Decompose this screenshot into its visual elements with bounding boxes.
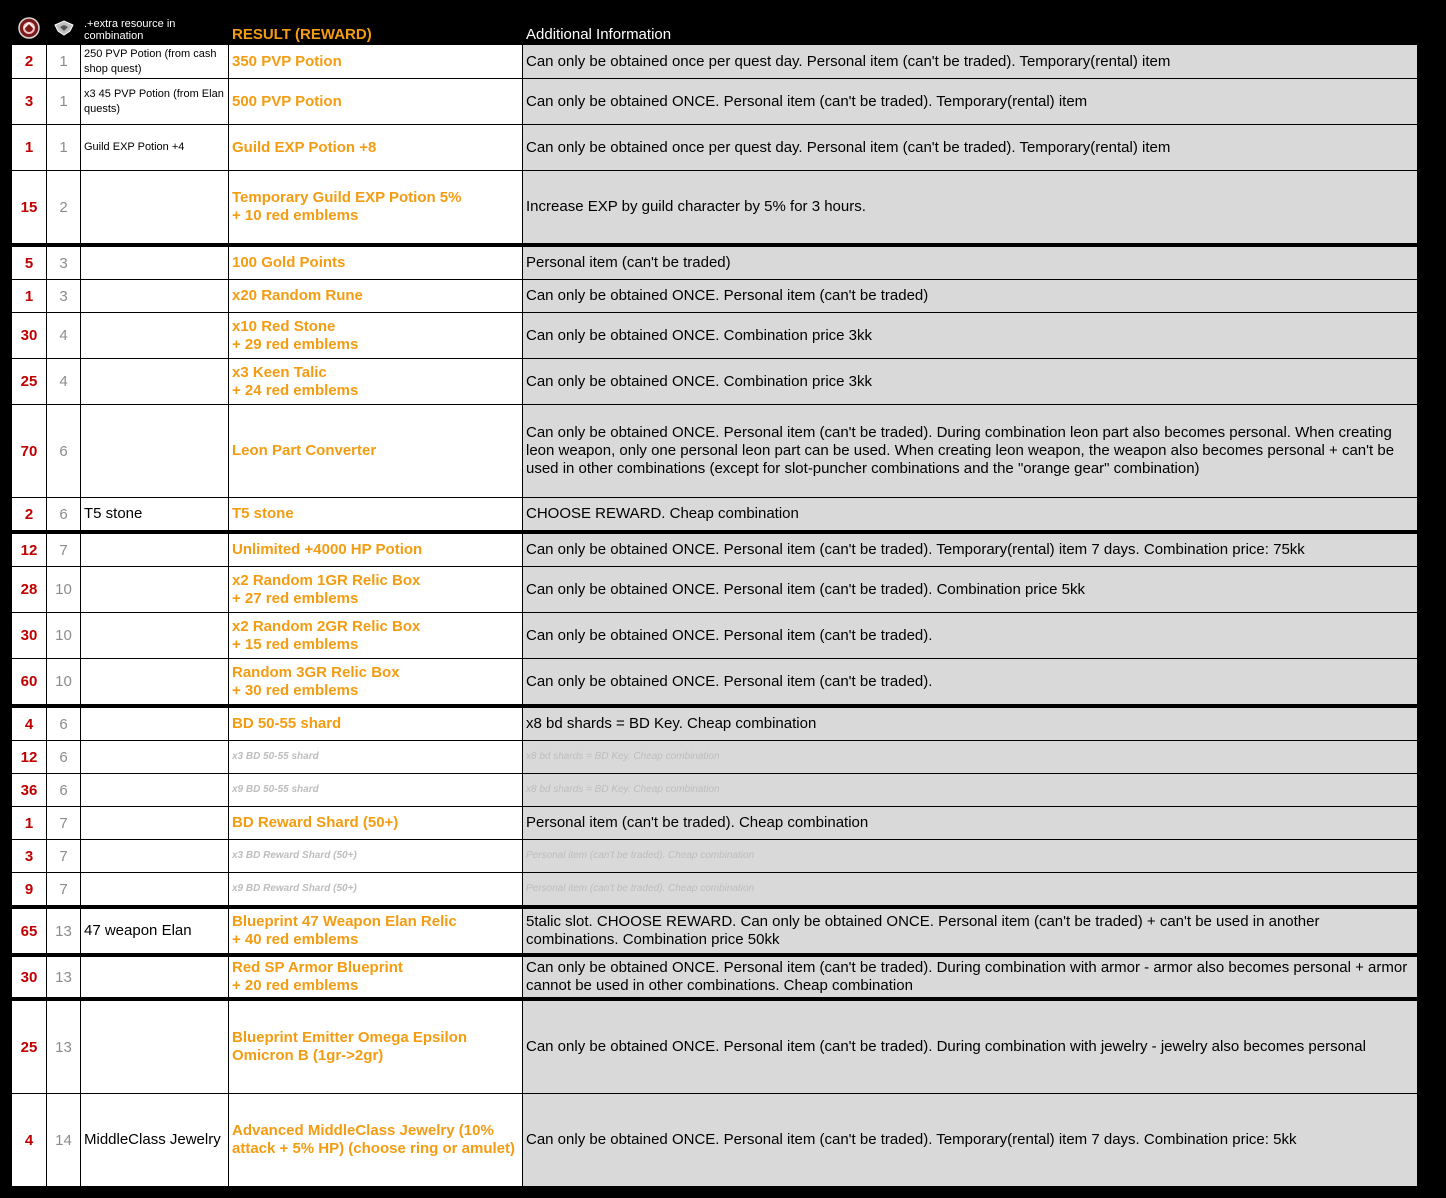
table-row xyxy=(12,807,1417,840)
level-value: 4 xyxy=(47,359,81,404)
additional-info: Can only be obtained ONCE. Personal item (can't be traded). Temporary(rental) item 7 days. Combination price: 5kk xyxy=(523,1094,1417,1186)
additional-info: Personal item (can't be traded). Cheap combination xyxy=(523,807,1417,839)
cost-value: 70 xyxy=(12,405,47,497)
extra-resource: 250 PVP Potion (from cash shop quest) xyxy=(81,45,229,78)
reward-name: x3 BD 50-55 shard xyxy=(229,741,523,773)
additional-info: Can only be obtained ONCE. Personal item (can't be traded). Temporary(rental) item 7 days. Combination price: 75kk xyxy=(523,534,1417,566)
table-row xyxy=(12,405,1417,498)
cost-value: 3 xyxy=(12,840,47,872)
cost-value: 15 xyxy=(12,171,47,243)
level-value: 7 xyxy=(47,840,81,872)
reward-name: Unlimited +4000 HP Potion xyxy=(229,534,523,566)
reward-name: x10 Red Stone + 29 red emblems xyxy=(229,313,523,358)
additional-info: Can only be obtained ONCE. Combination price 3kk xyxy=(523,313,1417,358)
extra-resource xyxy=(81,957,229,997)
level-value: 1 xyxy=(47,45,81,78)
level-value: 6 xyxy=(47,774,81,806)
table-row xyxy=(12,45,1417,79)
level-value: 14 xyxy=(47,1094,81,1186)
additional-info: x8 bd shards = BD Key. Cheap combination xyxy=(523,741,1417,773)
reward-name: BD 50-55 shard xyxy=(229,708,523,740)
extra-resource: x3 45 PVP Potion (from Elan quests) xyxy=(81,79,229,124)
table-row xyxy=(12,359,1417,405)
cost-value: 28 xyxy=(12,567,47,612)
extra-resource xyxy=(81,171,229,243)
cost-value: 2 xyxy=(12,45,47,78)
reward-name: 350 PVP Potion xyxy=(229,45,523,78)
extra-resource xyxy=(81,1001,229,1093)
additional-info: Can only be obtained ONCE. Personal item (can't be traded). During combination with armor - armor also becomes personal + armor cannot be used in other combinations. Cheap combination xyxy=(523,957,1417,997)
cost-value: 65 xyxy=(12,909,47,953)
level-value: 13 xyxy=(47,909,81,953)
cost-value: 25 xyxy=(12,1001,47,1093)
crimson-emblem-icon xyxy=(17,16,41,40)
table-row xyxy=(12,957,1417,1001)
additional-info: Can only be obtained once per quest day. Personal item (can't be traded). Temporary(rental) item xyxy=(523,125,1417,170)
level-value: 7 xyxy=(47,534,81,566)
additional-info: Personal item (can't be traded) xyxy=(523,247,1417,279)
table-row xyxy=(12,774,1417,807)
extra-resource xyxy=(81,280,229,312)
header-col-result: RESULT (REWARD) xyxy=(229,12,523,44)
header-col-extra: .+extra resource in combination xyxy=(81,12,229,44)
cost-value: 30 xyxy=(12,957,47,997)
level-value: 10 xyxy=(47,567,81,612)
cost-value: 60 xyxy=(12,659,47,704)
extra-resource xyxy=(81,405,229,497)
level-value: 13 xyxy=(47,1001,81,1093)
extra-resource: MiddleClass Jewelry xyxy=(81,1094,229,1186)
level-value: 3 xyxy=(47,280,81,312)
extra-resource xyxy=(81,840,229,872)
reward-name: Advanced MiddleClass Jewelry (10% attack + 5% HP) (choose ring or amulet) xyxy=(229,1094,523,1186)
table-row xyxy=(12,909,1417,957)
additional-info: Personal item (can't be traded). Cheap combination xyxy=(523,840,1417,872)
additional-info: x8 bd shards = BD Key. Cheap combination xyxy=(523,774,1417,806)
reward-name: x3 Keen Talic + 24 red emblems xyxy=(229,359,523,404)
table-row xyxy=(12,498,1417,534)
reward-name: x3 BD Reward Shard (50+) xyxy=(229,840,523,872)
table-row xyxy=(12,567,1417,613)
additional-info: Can only be obtained ONCE. Personal item (can't be traded) xyxy=(523,280,1417,312)
level-value: 6 xyxy=(47,405,81,497)
header-col-cost xyxy=(12,12,47,44)
reward-name: x20 Random Rune xyxy=(229,280,523,312)
additional-info: Can only be obtained ONCE. Personal item (can't be traded). xyxy=(523,613,1417,658)
extra-resource xyxy=(81,659,229,704)
additional-info: 5talic slot. CHOOSE REWARD. Can only be obtained ONCE. Personal item (can't be traded) + can't be used in another combinations. Combination price 50kk xyxy=(523,909,1417,953)
table-row xyxy=(12,613,1417,659)
reward-name: x9 BD Reward Shard (50+) xyxy=(229,873,523,905)
reward-name: Blueprint Emitter Omega Epsilon Omicron B (1gr->2gr) xyxy=(229,1001,523,1093)
level-value: 1 xyxy=(47,125,81,170)
extra-resource xyxy=(81,613,229,658)
level-value: 13 xyxy=(47,957,81,997)
additional-info: Can only be obtained ONCE. Personal item (can't be traded). Combination price 5kk xyxy=(523,567,1417,612)
additional-info: Can only be obtained once per quest day. Personal item (can't be traded). Temporary(rental) item xyxy=(523,45,1417,78)
wing-crest-icon xyxy=(52,16,76,40)
table-row xyxy=(12,313,1417,359)
table-row xyxy=(12,247,1417,280)
table-row xyxy=(12,534,1417,567)
reward-name: x2 Random 1GR Relic Box + 27 red emblems xyxy=(229,567,523,612)
table-row xyxy=(12,171,1417,247)
extra-resource xyxy=(81,534,229,566)
level-value: 6 xyxy=(47,741,81,773)
extra-resource xyxy=(81,313,229,358)
table-header xyxy=(12,12,1417,45)
reward-name: 100 Gold Points xyxy=(229,247,523,279)
additional-info: Increase EXP by guild character by 5% for 3 hours. xyxy=(523,171,1417,243)
level-value: 6 xyxy=(47,498,81,530)
reward-name: x2 Random 2GR Relic Box + 15 red emblems xyxy=(229,613,523,658)
extra-resource xyxy=(81,741,229,773)
additional-info: Personal item (can't be traded). Cheap combination xyxy=(523,873,1417,905)
cost-value: 1 xyxy=(12,125,47,170)
reward-name: BD Reward Shard (50+) xyxy=(229,807,523,839)
extra-resource xyxy=(81,567,229,612)
table-row xyxy=(12,708,1417,741)
additional-info: Can only be obtained ONCE. Personal item (can't be traded). xyxy=(523,659,1417,704)
reward-name: Guild EXP Potion +8 xyxy=(229,125,523,170)
reward-name: x9 BD 50-55 shard xyxy=(229,774,523,806)
cost-value: 4 xyxy=(12,708,47,740)
level-value: 7 xyxy=(47,807,81,839)
table-row xyxy=(12,79,1417,125)
reward-name: Leon Part Converter xyxy=(229,405,523,497)
additional-info: Can only be obtained ONCE. Combination price 3kk xyxy=(523,359,1417,404)
additional-info: Can only be obtained ONCE. Personal item (can't be traded). During combination leon part also becomes personal. When creating leon weapon, only one personal leon part can be used. When creating leon weapon, the weapon also becomes personal + can't be used in other combinations (except for slot-puncher combinations and the "orange gear" combination) xyxy=(523,405,1417,497)
cost-value: 3 xyxy=(12,79,47,124)
cost-value: 2 xyxy=(12,498,47,530)
cost-value: 5 xyxy=(12,247,47,279)
extra-resource xyxy=(81,247,229,279)
header-col-level xyxy=(47,12,81,44)
cost-value: 12 xyxy=(12,741,47,773)
reward-name: Blueprint 47 Weapon Elan Relic + 40 red emblems xyxy=(229,909,523,953)
additional-info: Can only be obtained ONCE. Personal item (can't be traded). Temporary(rental) item xyxy=(523,79,1417,124)
level-value: 10 xyxy=(47,659,81,704)
cost-value: 30 xyxy=(12,313,47,358)
extra-resource: T5 stone xyxy=(81,498,229,530)
cost-value: 1 xyxy=(12,280,47,312)
table-row xyxy=(12,1001,1417,1094)
table-row xyxy=(12,840,1417,873)
reward-table xyxy=(12,12,1417,1187)
additional-info: CHOOSE REWARD. Cheap combination xyxy=(523,498,1417,530)
reward-name: Random 3GR Relic Box + 30 red emblems xyxy=(229,659,523,704)
table-row xyxy=(12,125,1417,171)
extra-resource xyxy=(81,774,229,806)
cost-value: 12 xyxy=(12,534,47,566)
extra-resource xyxy=(81,807,229,839)
cost-value: 1 xyxy=(12,807,47,839)
reward-name: T5 stone xyxy=(229,498,523,530)
level-value: 6 xyxy=(47,708,81,740)
reward-name: Temporary Guild EXP Potion 5% + 10 red emblems xyxy=(229,171,523,243)
header-col-info: Additional Information xyxy=(523,12,1417,44)
extra-resource: 47 weapon Elan xyxy=(81,909,229,953)
cost-value: 4 xyxy=(12,1094,47,1186)
level-value: 7 xyxy=(47,873,81,905)
table-row xyxy=(12,1094,1417,1187)
table-row xyxy=(12,659,1417,708)
cost-value: 25 xyxy=(12,359,47,404)
reward-name: Red SP Armor Blueprint + 20 red emblems xyxy=(229,957,523,997)
extra-resource: Guild EXP Potion +4 xyxy=(81,125,229,170)
extra-resource xyxy=(81,359,229,404)
table-row xyxy=(12,280,1417,313)
cost-value: 9 xyxy=(12,873,47,905)
level-value: 1 xyxy=(47,79,81,124)
table-row xyxy=(12,873,1417,909)
level-value: 2 xyxy=(47,171,81,243)
additional-info: x8 bd shards = BD Key. Cheap combination xyxy=(523,708,1417,740)
level-value: 4 xyxy=(47,313,81,358)
level-value: 3 xyxy=(47,247,81,279)
extra-resource xyxy=(81,708,229,740)
table-row xyxy=(12,741,1417,774)
extra-resource xyxy=(81,873,229,905)
level-value: 10 xyxy=(47,613,81,658)
cost-value: 36 xyxy=(12,774,47,806)
cost-value: 30 xyxy=(12,613,47,658)
reward-name: 500 PVP Potion xyxy=(229,79,523,124)
additional-info: Can only be obtained ONCE. Personal item (can't be traded). During combination with jewelry - jewelry also becomes personal xyxy=(523,1001,1417,1093)
